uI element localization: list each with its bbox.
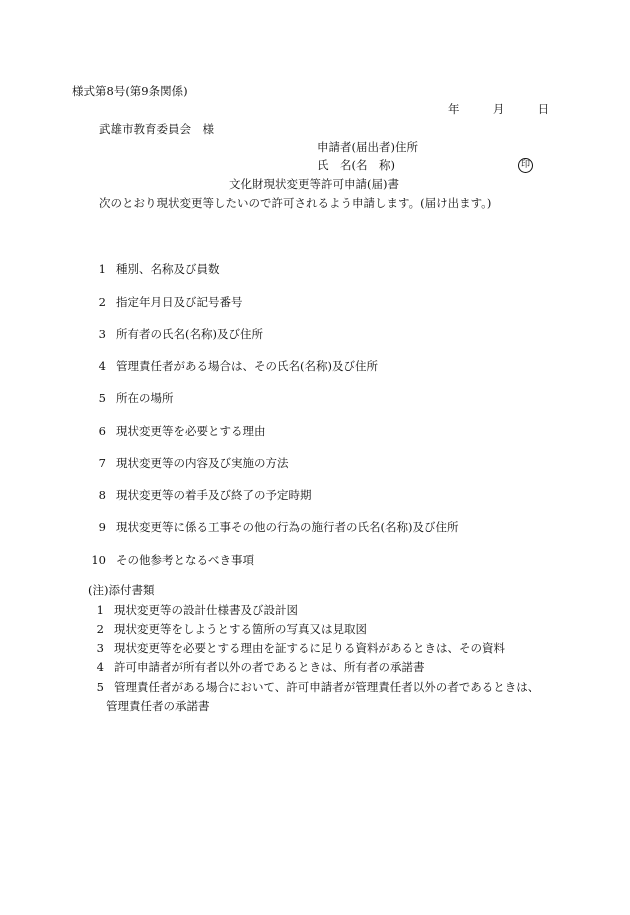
list-item: 3 所有者の氏名(名称)及び住所 [98,327,263,341]
seal-icon: 印 [518,158,533,173]
list-item: 2 現状変更等をしようとする箇所の写真又は見取図 [96,622,367,636]
date-day: 日 [537,102,550,116]
list-item: 1 種別、名称及び員数 [98,262,220,276]
addressee: 武雄市教育委員会 様 [99,122,214,136]
list-item: 7 現状変更等の内容及び実施の方法 [98,456,289,470]
list-item-continuation: 管理責任者の承諾書 [106,699,210,713]
document-title: 文化財現状変更等許可申請(届)書 [229,177,399,191]
list-item: 3 現状変更等を必要とする理由を証するに足りる資料があるときは、その資料 [96,641,505,655]
applicant-name-label: 氏 名(名 称) [317,158,395,172]
applicant-address-label: 申請者(届出者)住所 [317,140,418,154]
list-item: 6 現状変更等を必要とする理由 [98,424,266,438]
list-item: 1 現状変更等の設計仕様書及び設計図 [96,603,298,617]
date-line [448,104,549,116]
form-number: 様式第8号(第9条関係) [72,84,188,98]
date-month: 月 [492,102,505,116]
list-item: 2 指定年月日及び記号番号 [98,295,243,309]
list-item: 8 現状変更等の着手及び終了の予定時期 [98,488,312,502]
date-year: 年 [448,102,460,116]
list-item: 4 許可申請者が所有者以外の者であるときは、所有者の承諾書 [96,660,425,674]
list-item: 5 所在の場所 [98,391,174,405]
list-item: 4 管理責任者がある場合は、その氏名(名称)及び住所 [98,359,378,373]
list-item: 5 管理責任者がある場合において、許可申請者が管理責任者以外の者であるときは、 [96,680,540,694]
list-item: 9 現状変更等に係る工事その他の行為の施行者の氏名(名称)及び住所 [98,520,459,534]
notes-heading: (注)添付書類 [88,583,155,597]
intro-text: 次のとおり現状変更等したいので許可されるよう申請します。(届け出ます。) [99,196,492,210]
list-item: 10 その他参考となるべき事項 [91,553,254,567]
